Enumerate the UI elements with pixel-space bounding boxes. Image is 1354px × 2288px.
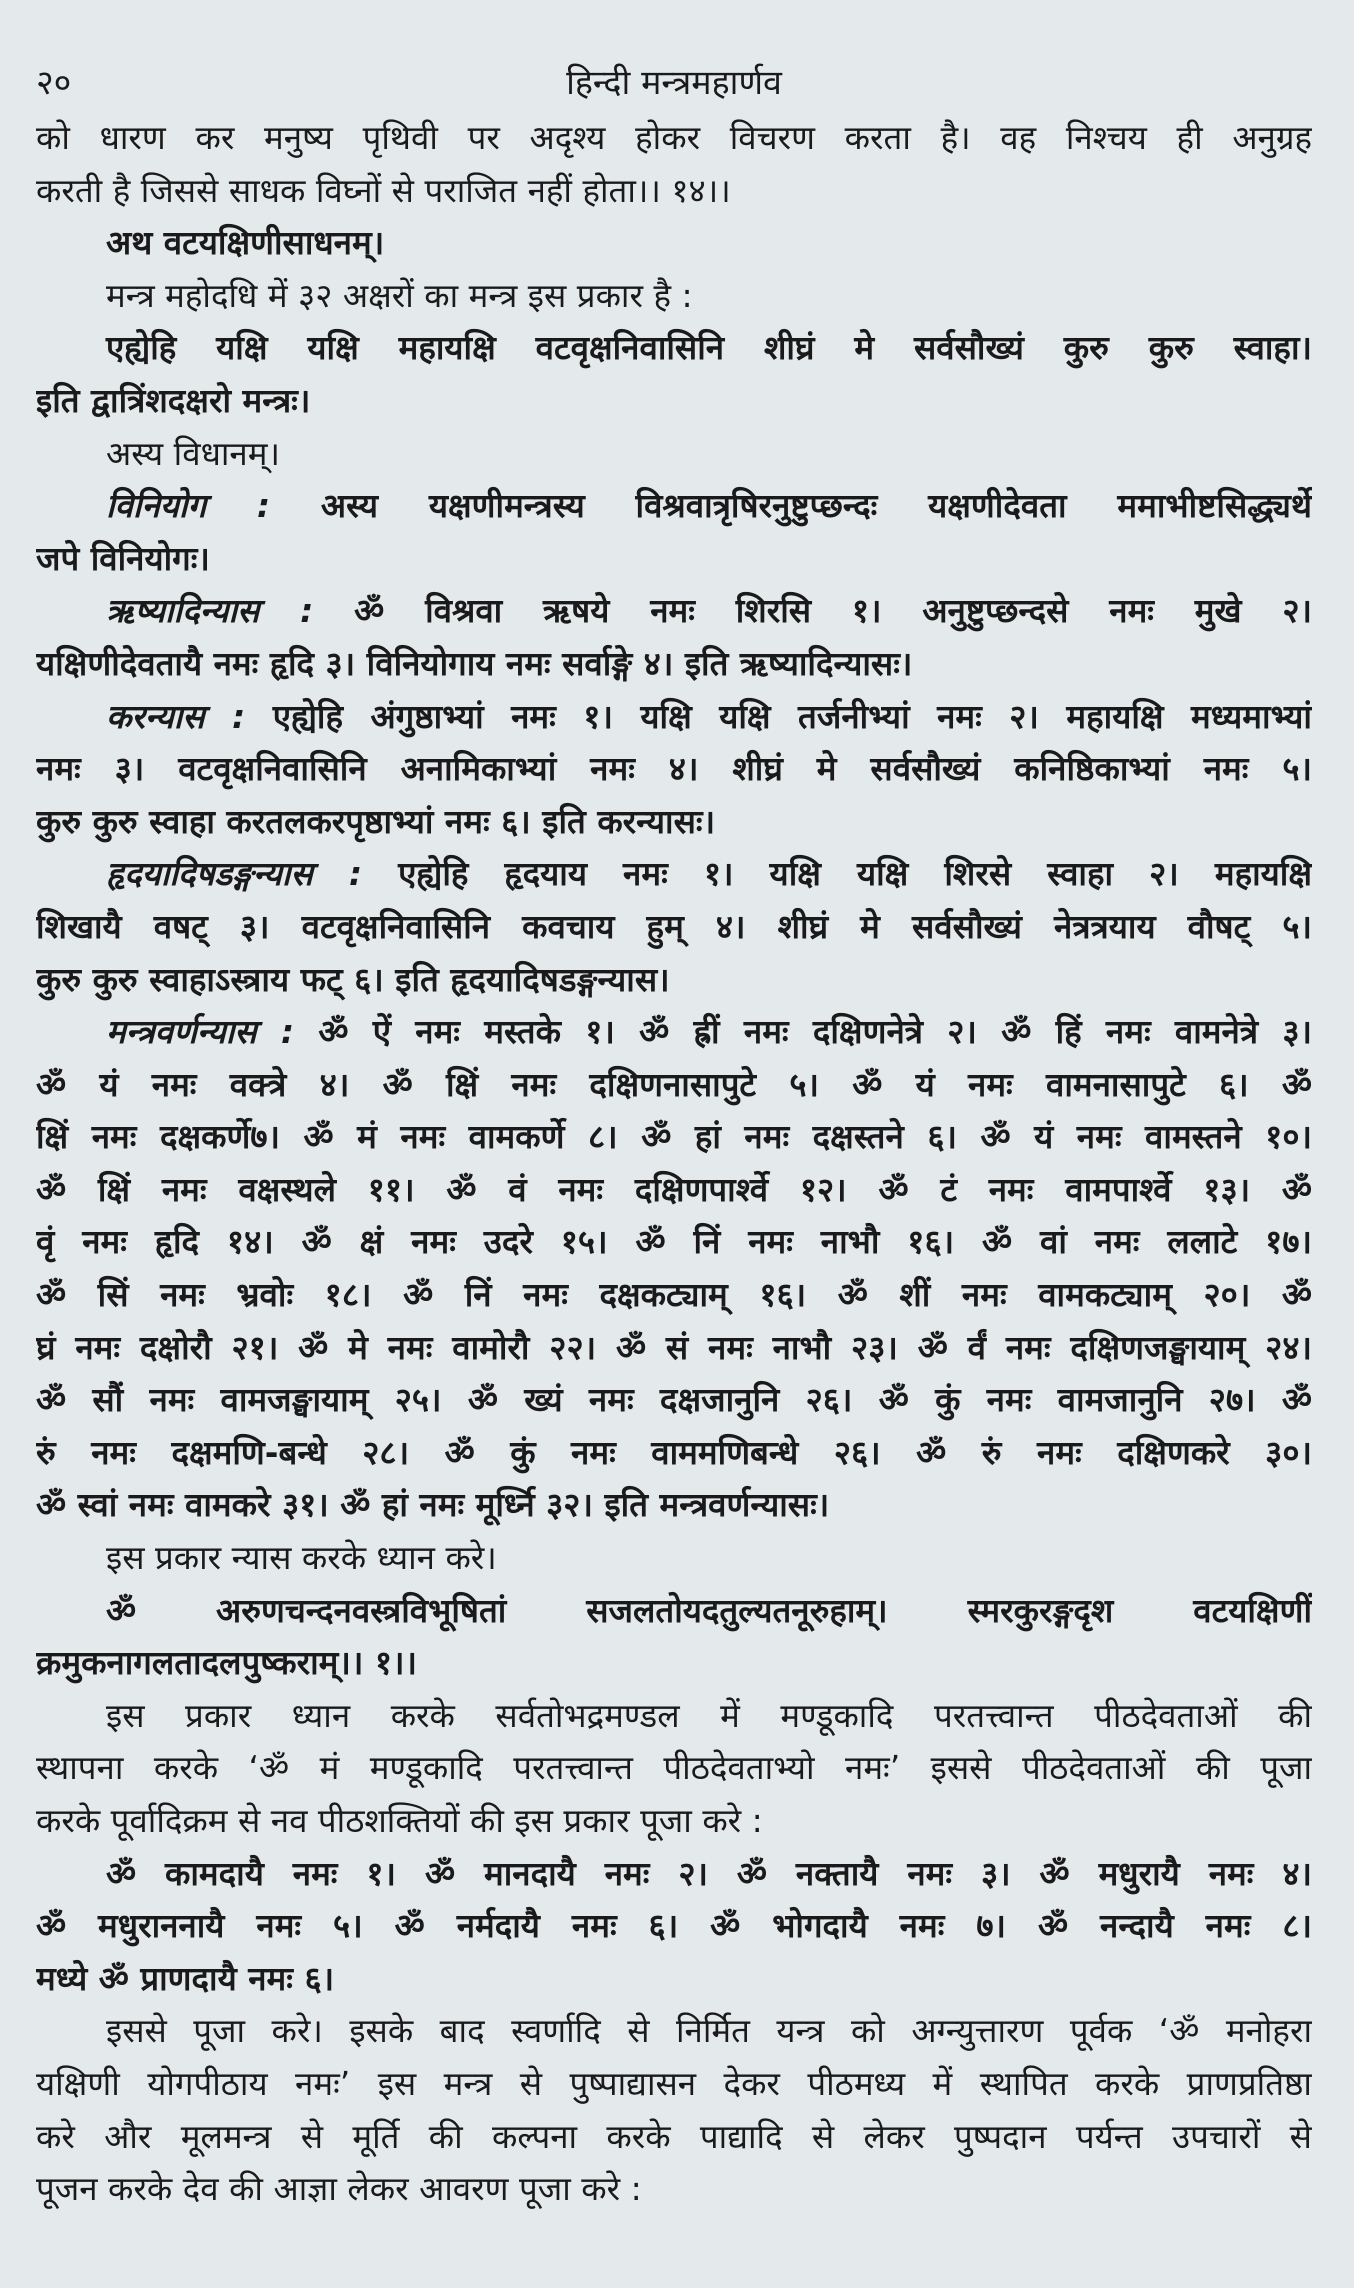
- line-text: स्थापना करके ‘ॐ मं मण्डूकादि परतत्त्वान्त पीठदेवताभ्यो नमः’ इससे पीठदेवताओं की पूजा: [36, 1748, 1312, 1788]
- text-line: [36, 1111, 1312, 1164]
- text-line: [36, 1585, 1312, 1638]
- text-line: [36, 322, 1312, 375]
- line-text: करके पूर्वादिक्रम से नव पीठशक्तियों की इस प्रकार पूजा करे :: [36, 1801, 763, 1840]
- line-text: जपे विनियोगः।: [36, 538, 210, 578]
- text-line: [36, 112, 1312, 165]
- text-line: [36, 270, 1312, 323]
- section-heading: ऋष्यादिन्यास :: [106, 591, 314, 631]
- text-line: [36, 1427, 1312, 1480]
- line-text: शिखायै वषट् ३। वटवृक्षनिवासिनि कवचाय हुम् ४। शीघ्रं मे सर्वसौख्यं नेत्रत्रयाय वौषट् ५।: [36, 906, 1312, 946]
- text-line: [36, 1848, 1312, 1901]
- line-text: ॐ सौं नमः वामजङ्घायाम् २५। ॐ ख्यं नमः दक्षजानुनि २६। ॐ कुं नमः वामजानुनि २७। ॐ: [36, 1380, 1312, 1420]
- line-text: इति द्वात्रिंशदक्षरो मन्त्रः।: [36, 380, 311, 420]
- text-line: [36, 1953, 1312, 2006]
- text-line: [36, 1532, 1312, 1585]
- section-heading: मन्त्रवर्णन्यास :: [106, 1012, 295, 1052]
- line-text: मन्त्र महोदधि में ३२ अक्षरों का मन्त्र इस प्रकार है :: [106, 275, 693, 315]
- text-line: [36, 954, 1312, 1007]
- line-text: ॐ मधुराननायै नमः ५। ॐ नर्मदायै नमः ६। ॐ भोगदायै नमः ७। ॐ नन्दायै नमः ८।: [36, 1906, 1312, 1946]
- body-text: [36, 112, 1312, 2216]
- text-line: [36, 796, 1312, 849]
- page-header: [36, 58, 1312, 112]
- line-text: अस्य विधानम्।: [106, 433, 280, 473]
- text-line: [36, 901, 1312, 954]
- page-number: २०: [36, 63, 72, 103]
- line-text: करती है जिससे साधक विघ्नों से पराजित नहीं होता।। १४।।: [36, 170, 731, 210]
- text-line: [36, 1059, 1312, 1112]
- text-line: [36, 2163, 1312, 2216]
- text-line: [36, 743, 1312, 796]
- text-line: [36, 638, 1312, 691]
- line-text: कुरु कुरु स्वाहा करतलकरपृष्ठाभ्यां नमः ६। इति करन्यासः।: [36, 801, 716, 841]
- line-text: इससे पूजा करे। इसके बाद स्वर्णादि से निर्मित यन्त्र को अग्न्युत्तारण पूर्वक ‘ॐ मनोहरा: [106, 2011, 1312, 2051]
- text-line: [36, 848, 1312, 901]
- line-text: ॐ स्वां नमः वामकरे ३१। ॐ हां नमः मूर्ध्नि ३२। इति मन्त्रवर्णन्यासः।: [36, 1485, 830, 1525]
- text-line: [36, 691, 1312, 744]
- text-line: [36, 165, 1312, 218]
- text-line: [36, 480, 1312, 533]
- section-heading: करन्यास :: [106, 696, 246, 736]
- line-text: ॐ ऐं नमः मस्तके १। ॐ ह्रीं नमः दक्षिणनेत्रे २। ॐ हिं नमः वामनेत्रे ३।: [294, 1012, 1312, 1052]
- line-text: ॐ अरुणचन्दनवस्त्रविभूषितां सजलतोयदतुल्यतनूरुहाम्। स्मरकुरङ्गदृश वटयक्षिणीं: [106, 1590, 1312, 1630]
- line-text: मध्ये ॐ प्राणदायै नमः ६।: [36, 1958, 335, 1998]
- section-heading: हृदयादिषडङ्गन्यास :: [106, 854, 363, 894]
- text-line: [36, 1269, 1312, 1322]
- line-text: एह्येहि यक्षि यक्षि महायक्षि वटवृक्षनिवासिनि शीघ्रं मे सर्वसौख्यं कुरु कुरु स्वाहा।: [106, 328, 1312, 368]
- line-text: रुं नमः दक्षमणि-बन्धे २८। ॐ कुं नमः वाममणिबन्धे २६। ॐ रुं नमः दक्षिणकरे ३०।: [36, 1432, 1312, 1472]
- text-line: [36, 1795, 1312, 1848]
- line-text: एह्येहि अंगुष्ठाभ्यां नमः १। यक्षि यक्षि तर्जनीभ्यां नमः २। महायक्षि मध्यमाभ्यां: [245, 696, 1312, 736]
- line-text: पूजन करके देव की आज्ञा लेकर आवरण पूजा करे :: [36, 2169, 642, 2209]
- line-text: ॐ कामदायै नमः १। ॐ मानदायै नमः २। ॐ नक्तायै नमः ३। ॐ मधुरायै नमः ४।: [106, 1853, 1312, 1893]
- line-text: इस प्रकार न्यास करके ध्यान करे।: [106, 1538, 497, 1578]
- line-text: करे और मूलमन्त्र से मूर्ति की कल्पना करके पाद्यादि से लेकर पुष्पदान पर्यन्त उपचारों से: [36, 2116, 1312, 2156]
- text-line: [36, 1164, 1312, 1217]
- text-line: [36, 533, 1312, 586]
- line-text: यक्षिणीदेवतायै नमः हृदि ३। विनियोगाय नमः सर्वाङ्गे ४। इति ऋष्यादिन्यासः।: [36, 643, 913, 683]
- section-heading: विनियोग :: [106, 486, 271, 526]
- text-line: [36, 1742, 1312, 1795]
- line-text: क्रमुकनागलतादलपुष्कराम्।। १।।: [36, 1643, 418, 1683]
- line-text: इस प्रकार ध्यान करके सर्वतोभद्रमण्डल में मण्डूकादि परतत्त्वान्त पीठदेवताओं की: [106, 1695, 1312, 1735]
- line-text: घ्रं नमः दक्षोरौ २१। ॐ मे नमः वामोरौ २२। ॐ सं नमः नाभौ २३। ॐ र्वं नमः दक्षिणजङ्घायाम् २४।: [36, 1327, 1312, 1367]
- text-line: [36, 1322, 1312, 1375]
- line-text: ॐ सिं नमः भ्रवोः १८। ॐ निं नमः दक्षकट्याम् १६। ॐ शीं नमः वामकट्याम् २०। ॐ: [36, 1275, 1312, 1315]
- text-line: [36, 2111, 1312, 2164]
- line-text: नमः ३। वटवृक्षनिवासिनि अनामिकाभ्यां नमः ४। शीघ्रं मे सर्वसौख्यं कनिष्ठिकाभ्यां नमः ५।: [36, 749, 1312, 789]
- line-text: कुरु कुरु स्वाहाऽस्त्राय फट् ६। इति हृदयादिषडङ्गन्यास।: [36, 959, 670, 999]
- text-line: [36, 2005, 1312, 2058]
- line-text: ॐ विश्रवा ऋषये नमः शिरसि १। अनुष्टुप्छन्दसे नमः मुखे २।: [313, 591, 1312, 631]
- text-line: [36, 1900, 1312, 1953]
- running-head: हिन्दी मन्त्रमहार्णव: [566, 63, 782, 103]
- line-text: ॐ यं नमः वक्त्रे ४। ॐ क्षिं नमः दक्षिणनासापुटे ५। ॐ यं नमः वामनासापुटे ६। ॐ: [36, 1064, 1312, 1104]
- text-line: [36, 1006, 1312, 1059]
- line-text: यक्षिणी योगपीठाय नमः’ इस मन्त्र से पुष्पाद्यासन देकर पीठमध्य में स्थापित करके प्राणप्रतिष्ठा: [36, 2063, 1312, 2103]
- line-text: एह्येहि हृदयाय नमः १। यक्षि यक्षि शिरसे स्वाहा २। महायक्षि: [362, 854, 1312, 894]
- line-text: अस्य यक्षणीमन्त्रस्य विश्रवात्रृषिरनुष्टुप्छन्दः यक्षणीदेवता ममाभीष्टसिद्ध्यर्थे: [270, 486, 1312, 526]
- line-text: को धारण कर मनुष्य पृथिवी पर अदृश्य होकर विचरण करता है। वह निश्चय ही अनुग्रह: [36, 118, 1312, 157]
- text-line: [36, 1690, 1312, 1743]
- line-text: वृं नमः हृदि १४। ॐ क्षं नमः उदरे १५। ॐ निं नमः नाभौ १६। ॐ वां नमः ललाटे १७।: [36, 1222, 1312, 1262]
- text-line: [36, 2058, 1312, 2111]
- line-text: क्षिं नमः दक्षकर्णे७। ॐ मं नमः वामकर्णे ८। ॐ हां नमः दक्षस्तने ६। ॐ यं नमः वामस्तने १०।: [36, 1117, 1312, 1157]
- text-line: [36, 1216, 1312, 1269]
- line-text: अथ वटयक्षिणीसाधनम्।: [106, 223, 385, 263]
- text-line: [36, 428, 1312, 481]
- text-line: [36, 217, 1312, 270]
- line-text: ॐ क्षिं नमः वक्षस्थले ११। ॐ वं नमः दक्षिणपार्श्वे १२। ॐ टं नमः वामपार्श्वे १३। ॐ: [36, 1169, 1312, 1209]
- text-line: [36, 1374, 1312, 1427]
- text-line: [36, 375, 1312, 428]
- text-line: [36, 1637, 1312, 1690]
- text-line: [36, 585, 1312, 638]
- text-line: [36, 1479, 1312, 1532]
